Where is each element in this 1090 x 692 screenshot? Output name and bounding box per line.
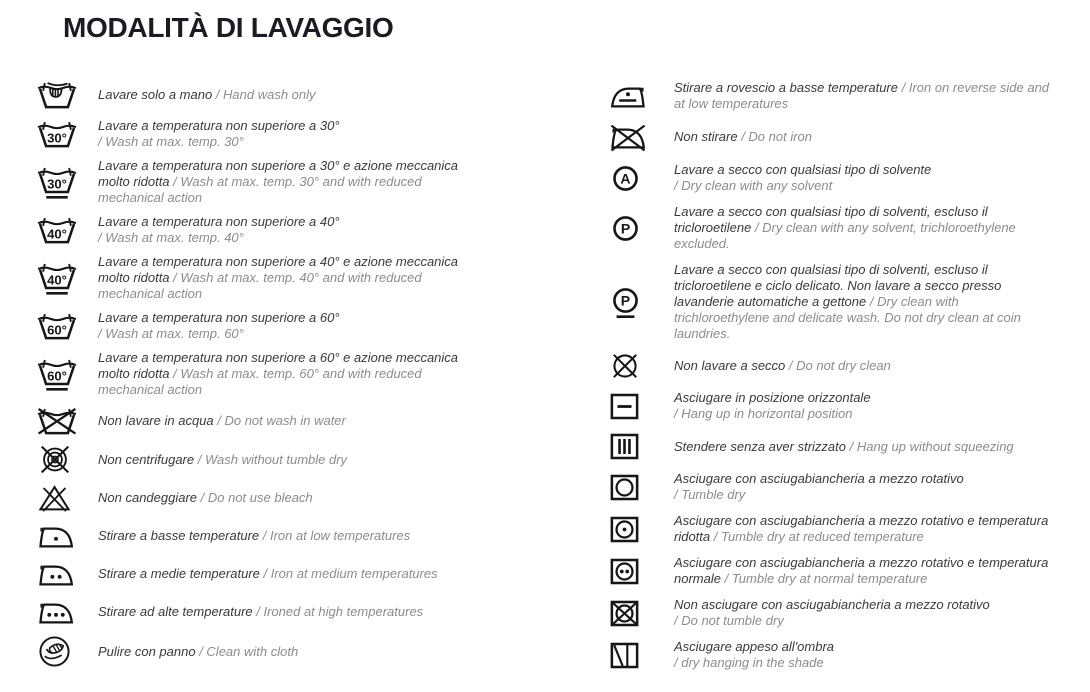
care-item [36, 118, 496, 150]
tumble-dry-icon [608, 473, 674, 502]
care-item-english: / Wash without tumble dry [194, 451, 348, 467]
care-item-italian: Lavare a secco con qualsiasi tipo di solventi, escluso il tricloroetilene [674, 204, 988, 235]
iron-high-icon [36, 597, 98, 627]
hand-wash-icon [36, 80, 98, 110]
shade-dry-icon [608, 641, 674, 670]
page-title: MODALITÀ DI LAVAGGIO [63, 12, 394, 43]
care-item-english: / Iron on reverse side and at low temperatures [674, 80, 1050, 111]
no-bleach-icon [36, 483, 98, 513]
no-wash-icon [36, 406, 98, 436]
care-item [608, 390, 1078, 422]
column-left [36, 80, 496, 681]
dry-clean-a-icon [608, 164, 674, 193]
care-item-italian: Asciugare in posizione orizzontale [674, 390, 871, 405]
care-item [36, 158, 496, 206]
no-tumble-dry-icon [608, 599, 674, 628]
care-item-english: / Wash at max. temp. 60° [98, 326, 244, 341]
care-item [608, 204, 1078, 252]
iron-medium-icon [36, 559, 98, 589]
dry-clean-p-delicate-icon [608, 286, 674, 319]
care-item [608, 639, 1078, 671]
svg-text:40°: 40° [47, 226, 67, 242]
svg-text:60°: 60° [47, 367, 67, 383]
wash-40-icon [36, 215, 98, 245]
care-item-italian: Stirare a medie temperature [98, 566, 260, 581]
care-item [608, 471, 1078, 503]
tumble-dry-normal-icon [608, 557, 674, 586]
column-right [608, 80, 1078, 681]
wash-30-icon [36, 119, 98, 149]
columns [36, 80, 1078, 681]
care-item-italian: Non stirare [674, 129, 738, 144]
clean-cloth-icon [36, 635, 98, 668]
care-item-italian: Lavare a temperatura non superiore a 60° e azione meccanica molto ridotta [98, 350, 459, 381]
care-item-english: / Wash at max. temp. 60° and with reduced mechanical action [98, 366, 422, 397]
care-item-italian: Stirare ad alte temperature [98, 604, 253, 619]
care-item-english: / Hang up in horizontal position [674, 406, 853, 421]
care-item-english: / Hang up without squeezing [845, 438, 1014, 454]
care-item-italian: Stirare a rovescio a basse temperature [674, 80, 898, 95]
care-item-english: / Wash at max. temp. 40° and with reduced mechanical action [98, 270, 422, 301]
care-item-italian: Non lavare a secco [674, 358, 786, 373]
no-iron-icon [608, 122, 674, 152]
care-item [608, 352, 1078, 380]
care-item-italian: Asciugare con asciugabiancheria a mezzo rotativo e temperatura ridotta [674, 513, 1049, 544]
svg-text:40°: 40° [47, 271, 67, 287]
care-item-english: / Do not dry clean [785, 358, 891, 373]
care-item [36, 521, 496, 551]
care-item-english: / Iron at medium temperatures [259, 566, 438, 581]
care-item-italian: Non lavare in acqua [98, 413, 214, 428]
care-item-english: / Tumble dry at reduced temperature [710, 529, 924, 544]
care-item-italian: Stirare a basse temperature [98, 528, 260, 543]
care-item-english: / Tumble dry at normal temperature [720, 571, 928, 586]
care-item [36, 254, 496, 302]
care-item-italian: Non centrifugare [98, 451, 195, 467]
care-item-english: / dry hanging in the shade [674, 655, 824, 670]
care-item [36, 406, 496, 436]
care-item-italian: Lavare a secco con qualsiasi tipo di solvente [674, 162, 932, 177]
care-item-english: / Tumble dry [674, 487, 746, 502]
care-item [608, 262, 1078, 342]
svg-text:30°: 30° [47, 130, 67, 146]
care-item [36, 559, 496, 589]
wash-40-reduced-icon [36, 261, 98, 296]
care-item-italian: Lavare solo a mano [98, 87, 213, 102]
iron-reverse-icon [608, 81, 674, 111]
svg-text:P: P [620, 292, 631, 309]
care-item-italian: Lavare a temperatura non superiore a 30° [98, 118, 340, 133]
care-item-english: / Dry clean with any solvent, trichloroethylene excluded. [674, 220, 1016, 251]
care-item [608, 432, 1078, 461]
no-dry-clean-icon [608, 352, 674, 380]
care-item-italian: Pulire con panno [98, 643, 196, 659]
wash-60-reduced-icon [36, 357, 98, 392]
care-item-italian: Lavare a temperatura non superiore a 30° e azione meccanica molto ridotta [98, 158, 459, 189]
care-item-italian: Lavare a secco con qualsiasi tipo di solventi, escluso il tricloroetilene e ciclo delicato. Non lavare a secco presso lavanderie automatiche a gettone [674, 262, 1002, 309]
care-item [36, 80, 496, 110]
care-item-english: / Do not tumble dry [674, 613, 784, 628]
care-item [608, 513, 1078, 545]
care-item-english: / Wash at max. temp. 30° [98, 134, 244, 149]
care-item-italian: Asciugare con asciugabiancheria a mezzo rotativo [674, 471, 964, 486]
care-item [36, 214, 496, 246]
care-item-italian: Non candeggiare [98, 490, 198, 505]
care-item-italian: Non asciugare con asciugabiancheria a mezzo rotativo [674, 597, 990, 612]
care-item-english: / Iron at low temperatures [259, 528, 411, 543]
care-item [36, 350, 496, 398]
svg-text:P: P [620, 220, 631, 237]
care-item-english: / Hand wash only [212, 87, 316, 102]
svg-text:A: A [620, 170, 631, 187]
care-item-english: / Wash at max. temp. 40° [98, 230, 244, 245]
care-item-italian: Stendere senza aver strizzato [674, 438, 846, 454]
care-item [36, 444, 496, 475]
drip-dry-icon [608, 432, 674, 461]
care-item [36, 310, 496, 342]
tumble-dry-low-icon [608, 515, 674, 544]
care-item [608, 597, 1078, 629]
dry-flat-icon [608, 392, 674, 421]
care-item-english: / Wash at max. temp. 30° and with reduced mechanical action [98, 174, 422, 205]
care-item-italian: Asciugare appeso all'ombra [674, 639, 835, 654]
care-item [608, 555, 1078, 587]
wash-30-reduced-icon [36, 165, 98, 200]
care-item-english: / Ironed at high temperatures [252, 604, 424, 619]
no-wring-icon [36, 444, 98, 475]
svg-text:30°: 30° [47, 175, 67, 191]
care-item-italian: Lavare a temperatura non superiore a 40° e azione meccanica molto ridotta [98, 254, 459, 285]
care-item [608, 122, 1078, 152]
iron-low-icon [36, 521, 98, 551]
care-item [608, 162, 1078, 194]
care-item [36, 635, 496, 668]
care-item-english: / Do not use bleach [197, 490, 313, 505]
care-item-italian: Asciugare con asciugabiancheria a mezzo rotativo e temperatura normale [674, 555, 1049, 586]
care-item-english: / Dry clean with trichloroethylene and delicate wash. Do not dry clean at coin laundries. [674, 294, 1021, 341]
care-item [36, 597, 496, 627]
dry-clean-p-icon [608, 214, 674, 243]
care-item-english: / Do not wash in water [213, 413, 346, 428]
care-item-italian: Lavare a temperatura non superiore a 40° [98, 214, 340, 229]
care-item [36, 483, 496, 513]
svg-text:60°: 60° [47, 322, 67, 338]
care-item [608, 80, 1078, 112]
care-item-english: / Clean with cloth [195, 643, 299, 659]
care-item-english: / Do not iron [737, 129, 813, 144]
wash-60-icon [36, 311, 98, 341]
care-item-english: / Dry clean with any solvent [674, 178, 833, 193]
care-item-italian: Lavare a temperatura non superiore a 60° [98, 310, 340, 325]
